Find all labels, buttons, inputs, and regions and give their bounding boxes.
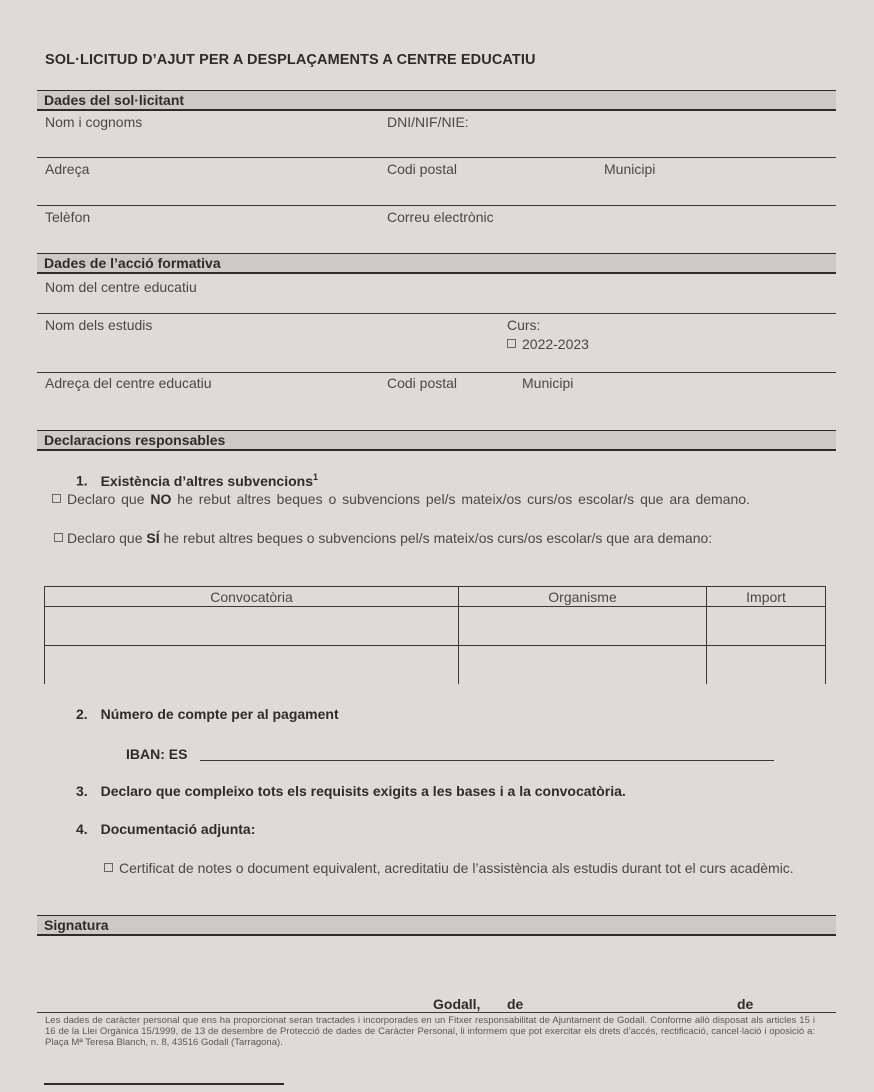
field-municipality-label: Municipi — [604, 161, 656, 177]
item-title: Existència d’altres subvencions — [100, 472, 313, 489]
cell-convocatoria[interactable] — [45, 646, 459, 685]
school-address-input[interactable] — [45, 393, 375, 423]
footnote-separator — [44, 1083, 284, 1085]
id-number-input[interactable] — [387, 132, 827, 156]
option-yes-subsidies[interactable] — [52, 530, 782, 546]
iban-label: IBAN: ES — [126, 746, 188, 762]
footnote-marker: 1 — [313, 472, 319, 482]
signature-date-de-1: de — [507, 996, 524, 1012]
option-no-subsidies[interactable] — [52, 491, 826, 507]
divider — [37, 313, 836, 314]
school-postal-code-input[interactable] — [387, 393, 512, 423]
declaration-2-heading — [76, 706, 339, 722]
section-header-signature — [37, 915, 836, 936]
address-input[interactable] — [45, 179, 375, 203]
postal-code-input[interactable] — [387, 179, 587, 203]
subsidies-table — [44, 586, 826, 684]
field-email-label: Correu electrònic — [387, 209, 494, 225]
section-heading: Dades de l’acció formativa — [44, 255, 221, 271]
course-option-label: 2022-2023 — [522, 336, 589, 352]
section-header-applicant — [37, 90, 836, 111]
field-phone-label: Telèfon — [45, 209, 91, 225]
checkbox-icon[interactable] — [54, 533, 63, 542]
item-number: 1. — [76, 472, 88, 489]
cell-convocatoria[interactable] — [45, 607, 459, 646]
section-heading: Declaracions responsables — [44, 432, 226, 448]
page-title: SOL·LICITUD D’AJUT PER A DESPLAÇAMENTS A CENTRE EDUCATIU — [45, 52, 536, 68]
field-course-label: Curs: — [507, 317, 541, 333]
cell-import[interactable] — [707, 607, 826, 646]
declaration-4-heading — [76, 821, 255, 837]
table-header-row — [45, 587, 826, 607]
item-title: Declaro que compleixo tots els requisits exigits a les bases i a la convocatòria. — [100, 783, 626, 799]
column-header-convocatoria: Convocatòria — [45, 587, 459, 607]
field-id-label: DNI/NIF/NIE: — [387, 114, 469, 130]
option-text: he rebut altres beques o subvencions pel/s mateix/os curs/os escolar/s que ara demano: — [163, 530, 713, 546]
field-school-address-label: Adreça del centre educatiu — [45, 375, 212, 391]
cell-import[interactable] — [707, 646, 826, 685]
phone-input[interactable] — [45, 227, 375, 251]
email-input[interactable] — [387, 227, 827, 251]
declaration-1-heading — [76, 472, 318, 489]
column-header-import: Import — [707, 587, 826, 607]
name-input[interactable] — [45, 132, 375, 156]
item-number: 4. — [76, 821, 88, 837]
table-row — [45, 646, 826, 685]
column-header-organisme: Organisme — [459, 587, 707, 607]
field-name-label: Nom i cognoms — [45, 114, 143, 130]
privacy-notice: Les dades de caràcter personal que ens ha proporcionat seran tractades i incorporades en un Fitxer responsabilitat de Ajuntament de Godall. Conforme allò disposat als articles 15 i 16 de la Llei Orgànica 15/1999, de 13 de desembre de Protecció de dades de Caràcter Personal, li informem que pot exercitar els drets d’accés, rectificació, cancel·lació i oposició a: Plaça Mª Teresa Blanch, n. 8, 43516 Godall (Tarragona). — [45, 1015, 815, 1048]
signature-date-de-2: de — [737, 996, 754, 1012]
course-option-2022-2023[interactable] — [507, 336, 589, 352]
item-title: Documentació adjunta: — [100, 821, 256, 837]
cell-organisme[interactable] — [459, 646, 707, 685]
section-heading: Dades del sol·licitant — [44, 92, 185, 108]
school-name-input[interactable] — [45, 296, 825, 312]
section-heading: Signatura — [44, 917, 109, 933]
checkbox-icon[interactable] — [507, 339, 516, 348]
option-emphasis: SÍ — [146, 530, 160, 546]
option-text: he rebut altres beques o subvencions pel/s mateix/os curs/os escolar/s que ara demano. — [177, 491, 750, 507]
field-school-municipality-label: Municipi — [522, 375, 574, 391]
declaration-3-heading — [76, 783, 626, 799]
section-header-declarations — [37, 430, 836, 451]
attachment-certificate-option[interactable] — [104, 860, 826, 876]
table-row — [45, 607, 826, 646]
cell-organisme[interactable] — [459, 607, 707, 646]
checkbox-icon[interactable] — [104, 863, 113, 872]
school-municipality-input[interactable] — [522, 393, 822, 423]
studies-input[interactable] — [45, 335, 495, 369]
field-school-name-label: Nom del centre educatiu — [45, 279, 197, 295]
field-school-postal-code-label: Codi postal — [387, 375, 458, 391]
divider — [37, 205, 836, 206]
field-studies-label: Nom dels estudis — [45, 317, 153, 333]
item-number: 3. — [76, 783, 88, 799]
option-text: Certificat de notes o document equivalent, acreditatiu de l’assistència als estudis durant tot el curs acadèmic. — [119, 860, 794, 876]
divider — [37, 372, 836, 373]
option-text: Declaro que — [67, 491, 145, 507]
item-title: Número de compte per al pagament — [100, 706, 339, 722]
section-header-training — [37, 253, 836, 274]
field-postal-code-label: Codi postal — [387, 161, 458, 177]
field-address-label: Adreça — [45, 161, 90, 177]
checkbox-icon[interactable] — [52, 494, 61, 503]
option-text: Declaro que — [67, 530, 143, 546]
option-emphasis: NO — [150, 491, 172, 507]
divider — [37, 157, 836, 158]
divider — [37, 1012, 836, 1013]
signature-area[interactable] — [45, 940, 825, 990]
item-number: 2. — [76, 706, 88, 722]
iban-input[interactable] — [200, 746, 774, 761]
signature-place: Godall, — [433, 996, 481, 1012]
municipality-input[interactable] — [604, 179, 824, 203]
